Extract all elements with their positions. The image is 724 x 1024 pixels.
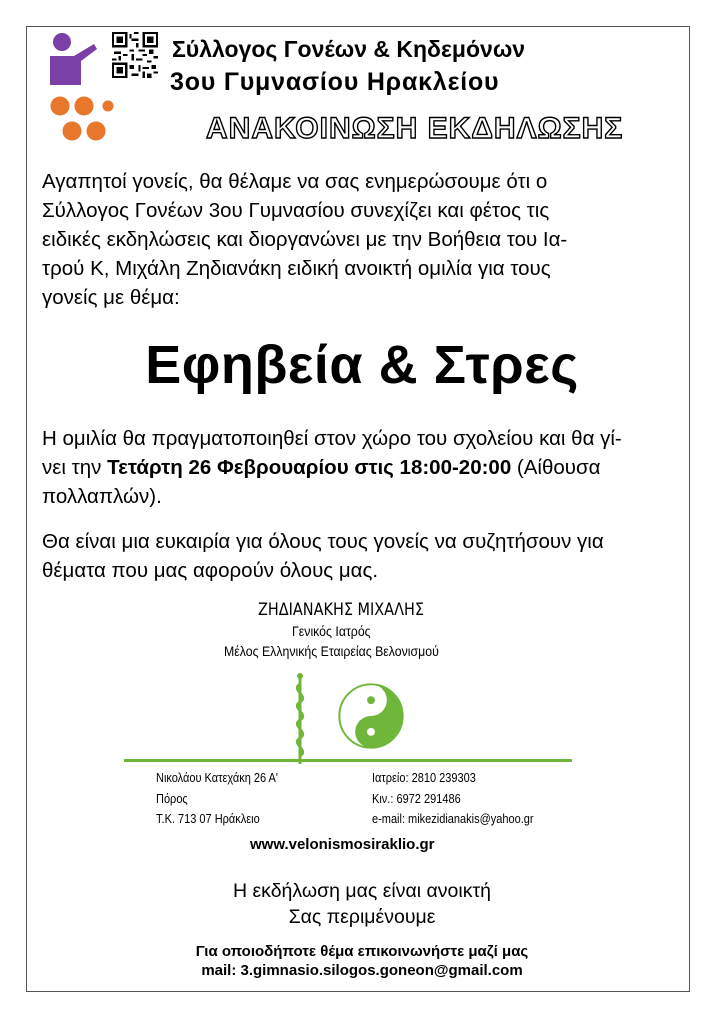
details-line: πολλαπλών). [42,485,162,508]
address-line: Πόρος [156,792,188,806]
association-name: Σύλλογος Γονέων & Κηδεμόνων [172,36,526,62]
details-line [42,453,674,482]
details-text: νει την [42,456,108,479]
intro-paragraph [42,167,674,312]
event-datetime: Τετάρτη 26 Φεβρουαρίου στις 18:00-20:00 [107,456,512,479]
contact-line: Για οποιοδήποτε θέμα επικοινωνήστε μαζί μας [195,943,529,960]
card-divider [124,759,572,762]
yin-yang-icon [338,683,404,749]
details-line: Η ομιλία θα πραγματοποιηθεί στον χώρο του σχολείου και θα γί- [42,427,622,450]
intro-line: Αγαπητοί γονείς, θα θέλαμε να σας ενημερώσουμε ότι ο [42,170,548,193]
opportunity-line: Θα είναι μια ευκαιρία για όλους τους γονείς να συζητήσουν για [42,530,604,553]
details-paragraph [42,424,674,511]
contact-email: mail: 3.gimnasio.silogos.goneon@gmail.com [201,962,523,979]
address-line: Νικολάου Κατεχάκη 26 Α' [156,771,278,785]
caduceus-icon [288,672,312,764]
doctor-membership: Μέλος Ελληνικής Εταιρείας Βελονισμού [224,643,439,659]
doctor-website: www.velonismosiraklio.gr [250,836,435,853]
closing-line: Σας περιμένουμε [288,906,436,928]
intro-line: γονείς με θέμα: [42,286,180,309]
doctor-name: ΖΗΔΙΑΝΑΚΗΣ ΜΙΧΑΛΗΣ [258,600,424,620]
office-phone: Ιατρείο: 2810 239303 [372,771,476,785]
opportunity-line: θέματα που μας αφορούν όλους μας. [42,559,379,582]
details-text: (Αίθουσα [511,456,601,479]
closing-line: Η εκδήλωση μας είναι ανοικτή [232,880,491,902]
school-name: 3ου Γυμνασίου Ηρακλείου [170,68,500,96]
doctor-title: Γενικός Ιατρός [292,623,371,639]
opportunity-paragraph [42,527,674,585]
intro-line: τρού Κ, Μιχάλη Ζηδιανάκη ειδική ανοικτή ομιλία για τους [42,257,551,280]
doctor-email: e-mail: mikezidianakis@yahoo.gr [372,812,534,826]
announcement-heading: ΑΝΑΚΟΙΝΩΣΗ ΕΚΔΗΛΩΣΗΣ [206,112,624,145]
intro-line: ειδικές εκδηλώσεις και διοργανώνει με την Βοήθεια του Ια- [42,228,568,251]
intro-line: Σύλλογος Γονέων 3ου Γυμνασίου συνεχίζει και φέτος τις [42,199,550,222]
mobile-phone: Κιν.: 6972 291486 [372,792,461,806]
event-topic: Εφηβεία & Στρες [145,335,579,395]
address-line: Τ.Κ. 713 07 Ηράκλειο [156,812,260,826]
qr-code-icon [112,32,158,78]
association-logo [44,30,114,150]
